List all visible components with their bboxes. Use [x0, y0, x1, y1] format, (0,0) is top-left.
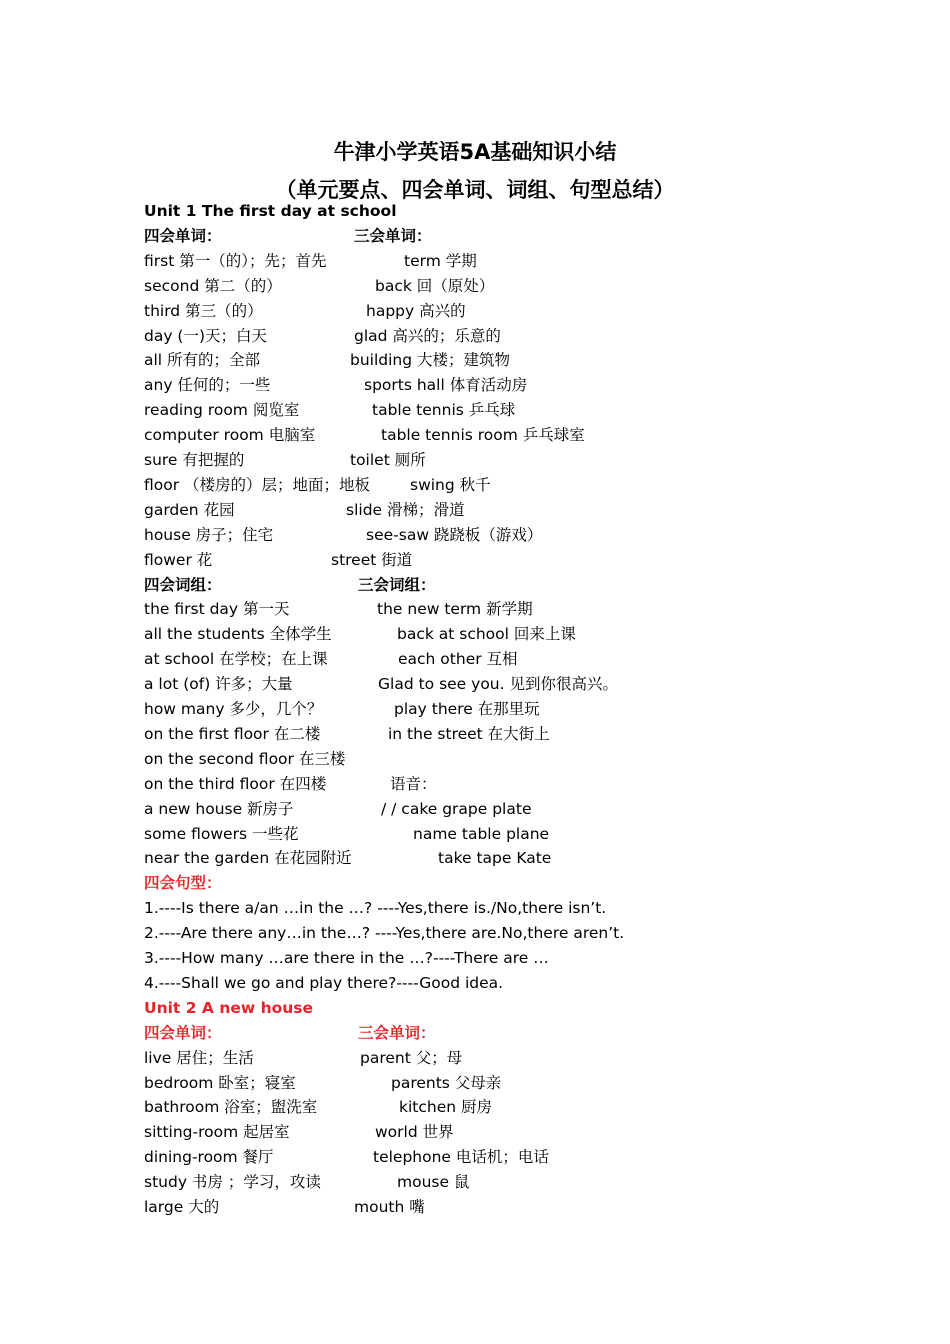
line-right-text: back 回（原处） [375, 276, 495, 295]
text-line [0, 1120, 950, 1145]
line-right-text: play there 在那里玩 [394, 700, 540, 718]
line-left-text: sitting-room 起居室 [144, 1123, 290, 1142]
line-right-text: name table plane [413, 824, 550, 843]
text-line [0, 249, 950, 274]
line-right-text: table tennis room 乒乓球室 [381, 426, 585, 445]
text-line [0, 597, 950, 622]
line-right-text: 三会词组： [358, 575, 436, 594]
line-left-text: the first day 第一天 [144, 600, 290, 619]
text-line [0, 1145, 950, 1170]
line-right-text: street 街道 [331, 550, 413, 569]
text-line [0, 299, 950, 324]
line-left-text: sure 有把握的 [144, 451, 245, 469]
text-line [0, 1195, 950, 1220]
line-right-text: parent 父；母 [360, 1048, 463, 1067]
line-right-text: parents 父母亲 [391, 1073, 502, 1092]
line-right-text: mouth 嘴 [354, 1198, 425, 1216]
line-left-text: how many 多少，几个？ [144, 700, 323, 718]
text-line [0, 324, 950, 349]
line-right-text: Glad to see you. 见到你很高兴。 [378, 675, 618, 694]
line-right-text: world 世界 [375, 1123, 454, 1142]
line-left-text: all 所有的；全部 [144, 351, 261, 370]
text-line [0, 722, 950, 747]
line-right-text: swing 秋千 [410, 475, 491, 494]
line-left-text: at school 在学校；在上课 [144, 650, 328, 669]
page-title: 牛津小学英语5A基础知识小结 [333, 140, 617, 164]
line-left-text: computer room 电脑室 [144, 426, 316, 445]
text-line [0, 1095, 950, 1120]
text-line [0, 1071, 950, 1096]
text-line [0, 498, 950, 523]
line-right-text: slide 滑梯；滑道 [346, 500, 465, 519]
line-left-text: any 任何的；一些 [144, 376, 271, 395]
line-left-text: 3.----How many …are there in the …?----There are … [144, 949, 549, 967]
text-line [0, 448, 950, 473]
line-left-text: 1.----Is there a/an …in the …? ----Yes,there is./No,there isn’t. [144, 899, 607, 918]
text-line [0, 971, 950, 996]
line-left-text: Unit 1 The first day at school [144, 202, 397, 220]
line-right-text: the new term 新学期 [377, 600, 533, 619]
text-line [0, 747, 950, 772]
line-left-text: first 第一（的）；先；首先 [144, 251, 327, 270]
line-right-text: building 大楼；建筑物 [350, 351, 511, 370]
text-line [0, 348, 950, 373]
line-right-text: each other 互相 [398, 650, 518, 669]
text-line [0, 846, 950, 871]
text-line [0, 996, 950, 1021]
text-line [0, 647, 950, 672]
line-right-text: happy 高兴的 [366, 301, 466, 320]
line-left-text: on the first floor 在二楼 [144, 724, 321, 743]
line-left-text: dining-room 餐厅 [144, 1148, 274, 1167]
text-line [0, 1021, 950, 1046]
text-line [0, 224, 950, 249]
line-right-text: telephone 电话机；电话 [373, 1148, 549, 1167]
line-left-text: 4.----Shall we go and play there?----Good idea. [144, 973, 504, 992]
line-right-text: glad 高兴的；乐意的 [354, 326, 501, 345]
line-left-text: 2.----Are there any…in the…? ----Yes,there are.No,there aren’t. [144, 924, 625, 943]
line-left-text: a lot (of) 许多；大量 [144, 675, 293, 694]
text-line [0, 772, 950, 797]
text-line [0, 199, 950, 224]
line-left-text: study 书房 ；学习，攻读 [144, 1173, 321, 1192]
text-line [0, 672, 950, 697]
line-left-text: day (一)天；白天 [144, 326, 268, 345]
line-right-text: 三会单词： [358, 1023, 436, 1042]
line-right-text: kitchen 厨房 [399, 1098, 492, 1117]
text-line [0, 921, 950, 946]
line-right-text: toilet 厕所 [350, 451, 426, 469]
text-line [0, 622, 950, 647]
line-left-text: second 第二（的） [144, 276, 282, 295]
line-left-text: bedroom 卧室；寝室 [144, 1073, 296, 1092]
line-left-text: some flowers 一些花 [144, 824, 299, 843]
line-left-text: 四会单词： [144, 1023, 222, 1042]
line-left-text: 四会词组： [144, 575, 222, 594]
line-left-text: near the garden 在花园附近 [144, 849, 352, 868]
line-right-text: in the street 在大街上 [388, 724, 550, 743]
line-right-text: back at school 回来上课 [397, 625, 576, 644]
line-left-text: flower 花 [144, 550, 213, 569]
line-left-text: reading room 阅览室 [144, 401, 300, 420]
line-left-text: 四会单词： [144, 226, 222, 245]
line-left-text: on the second floor 在三楼 [144, 749, 346, 768]
text-line [0, 946, 950, 971]
line-right-text: sports hall 体育活动房 [364, 376, 528, 395]
line-right-text: mouse 鼠 [397, 1173, 470, 1192]
line-left-text: house 房子；住宅 [144, 525, 274, 544]
text-line [0, 573, 950, 598]
text-line [0, 1046, 950, 1071]
line-right-text: see-saw 跷跷板（游戏） [366, 525, 543, 544]
line-left-text: floor （楼房的）层；地面；地板 [144, 475, 371, 494]
text-line [0, 398, 950, 423]
line-left-text: all the students 全体学生 [144, 625, 332, 644]
line-left-text: on the third floor 在四楼 [144, 774, 327, 793]
text-line [0, 871, 950, 896]
text-line [0, 1170, 950, 1195]
line-right-text: / / cake grape plate [381, 799, 532, 818]
line-right-text: 三会单词： [354, 226, 432, 245]
line-left-text: 四会句型： [144, 874, 222, 893]
line-left-text: live 居住；生活 [144, 1048, 254, 1067]
text-line [0, 697, 950, 722]
line-left-text: Unit 2 A new house [144, 998, 314, 1017]
text-line [0, 373, 950, 398]
line-left-text: bathroom 浴室；盥洗室 [144, 1098, 318, 1117]
line-right-text: 语音： [390, 774, 437, 793]
line-right-text: table tennis 乒乓球 [372, 401, 516, 420]
text-line [0, 896, 950, 921]
line-left-text: a new house 新房子 [144, 799, 294, 818]
line-right-text: take tape Kate [438, 849, 552, 868]
text-line [0, 274, 950, 299]
line-left-text: large 大的 [144, 1198, 220, 1216]
text-line [0, 797, 950, 822]
text-line [0, 473, 950, 498]
text-line [0, 548, 950, 573]
line-right-text: term 学期 [404, 251, 477, 270]
line-left-text: third 第三（的） [144, 301, 263, 320]
text-line [0, 822, 950, 847]
line-left-text: garden 花园 [144, 500, 235, 519]
text-line [0, 523, 950, 548]
page-subtitle: （单元要点、四会单词、词组、句型总结） [275, 178, 675, 202]
text-line [0, 423, 950, 448]
